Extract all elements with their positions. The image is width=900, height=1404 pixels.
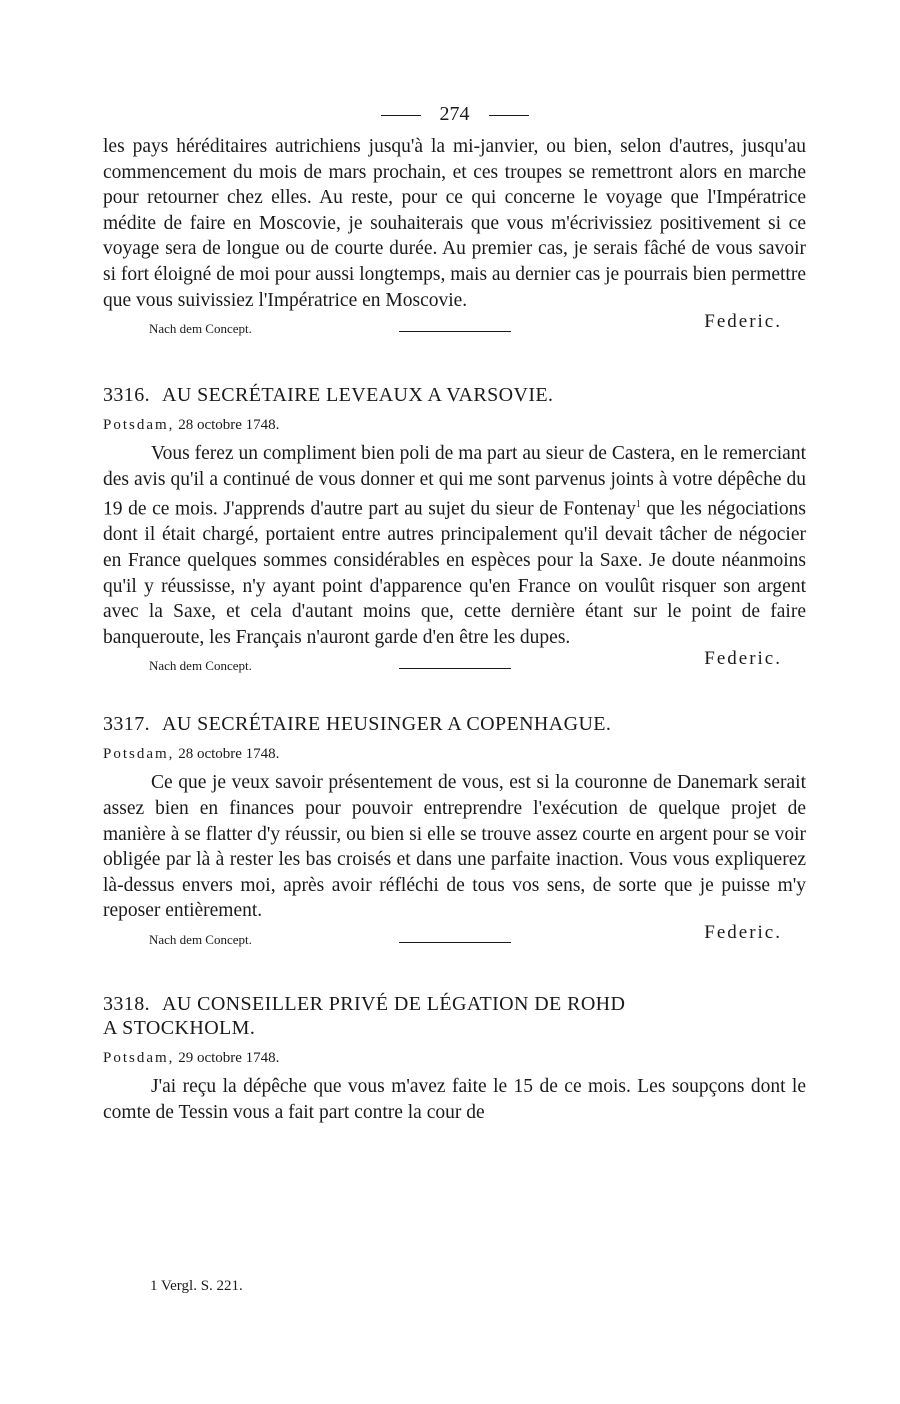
letter-body: J'ai reçu la dépêche que vous m'avez faite le 15 de ce mois. Les soupçons dont le comte de Tessin vous a fait part contre la cour de bbox=[103, 1075, 806, 1123]
letter-date: 29 octobre 1748. bbox=[178, 1049, 280, 1066]
letter-number: 3316. bbox=[103, 384, 150, 407]
footnote-text: Vergl. S. 221. bbox=[160, 1278, 243, 1294]
footnote bbox=[150, 1278, 243, 1295]
letter-closing bbox=[103, 921, 806, 950]
letter-title-line-2: A STOCKHOLM. bbox=[103, 1016, 256, 1039]
section-divider bbox=[399, 668, 511, 669]
letter-body bbox=[103, 441, 806, 650]
letter-text-part-2: que les négociations dont il était chargé, portaient entre autres principalement qu'il devait tâcher de négocier en France quelques sommes considérables en espèces pour la Saxe. Je doute néanmoins qu'il y réussisse, n'y ayant point d'apparence qu'en France on voulût risquer son argent avec la Saxe, et cela d'autant moins que, cette dernière étant sur le point de faire banqueroute, les Français n'auront garde d'en être les dupes. bbox=[103, 498, 806, 648]
letter-text-part-1: Vous ferez un compliment bien poli de ma part au sieur de Castera, en le remerciant des avis qu'il a continué de vous donner et qui me sont parvenus joints à votre dépêche du 19 de ce mois. J'apprends d'autre part au sujet du sieur de Fontenay bbox=[103, 443, 806, 520]
letter-source-note: Nach dem Concept. bbox=[149, 658, 252, 674]
letter-3317 bbox=[103, 712, 806, 950]
letter-title: AU SECRÉTAIRE HEUSINGER A COPENHAGUE. bbox=[162, 713, 612, 736]
letter-title: AU SECRÉTAIRE LEVEAUX A VARSOVIE. bbox=[162, 384, 554, 407]
letter-heading bbox=[103, 712, 806, 736]
letter-dateline bbox=[103, 413, 806, 437]
letter-place: Potsdam, bbox=[103, 1049, 175, 1066]
letter-3316 bbox=[103, 383, 806, 676]
letter-date: 28 octobre 1748. bbox=[178, 417, 280, 434]
letter-place: Potsdam, bbox=[103, 746, 175, 763]
opening-source-note: Nach dem Concept. bbox=[149, 321, 252, 337]
letter-source-note: Nach dem Concept. bbox=[149, 931, 252, 947]
footnote-marker: 1 bbox=[150, 1278, 158, 1294]
letter-date: 28 octobre 1748. bbox=[178, 746, 280, 763]
header-dash-left bbox=[381, 115, 421, 116]
letter-heading bbox=[103, 992, 806, 1016]
letter-3318 bbox=[103, 992, 806, 1125]
section-divider bbox=[399, 331, 511, 332]
page-header bbox=[103, 100, 806, 128]
letter-title-line-1: AU CONSEILLER PRIVÉ DE LÉGATION DE ROHD bbox=[162, 992, 626, 1015]
letter-signature: Federic. bbox=[704, 648, 782, 670]
letter-body: Ce que je veux savoir présentement de vous, est si la couronne de Danemark serait assez bien en finances pour pouvoir entreprendre l'exécution de quelque projet de manière à se flatter d'y réussir, ou bien si elle se trouve assez courte en argent pour se voir obligée par là à rester les bas croisés et dans une parfaite inaction. Vous vous expliquerez là-dessus envers moi, après avoir réfléchi de tous vos sens, de sorte que je puisse m'y reposer entièrement. bbox=[103, 772, 806, 922]
letter-number: 3318. bbox=[103, 992, 150, 1015]
opening-signature: Federic. bbox=[704, 311, 782, 333]
letter-place: Potsdam, bbox=[103, 417, 175, 434]
opening-paragraph: les pays héréditaires autrichiens jusqu'à la mi-janvier, ou bien, selon d'autres, jusqu'au commencement du mois de mars prochain, et ces troupes se remettront alors en marche pour retourner chez elles. Au reste, pour ce qui concerne le voyage que l'Impératrice médite de faire en Moscovie, je souhaiterais que vous m'écrivissiez positivement si ce voyage sera de longue ou de courte durée. Au premier cas, je serais fâché de vous savoir si fort éloigné de moi pour aussi longtemps, mais au dernier cas je pourrais bien permettre que vous suivissiez l'Impératrice en Moscovie. bbox=[103, 136, 806, 311]
letter-number: 3317. bbox=[103, 713, 150, 736]
letter-signature: Federic. bbox=[704, 921, 782, 943]
opening-closing bbox=[103, 311, 806, 339]
letter-dateline bbox=[103, 1046, 806, 1070]
letter-heading bbox=[103, 383, 806, 407]
letter-dateline bbox=[103, 742, 806, 766]
section-divider bbox=[399, 942, 511, 943]
letter-closing bbox=[103, 648, 806, 676]
footnote-reference: 1 bbox=[635, 499, 641, 511]
header-dash-right bbox=[489, 115, 529, 116]
page-number: 274 bbox=[439, 103, 470, 125]
document-page bbox=[103, 100, 806, 1125]
